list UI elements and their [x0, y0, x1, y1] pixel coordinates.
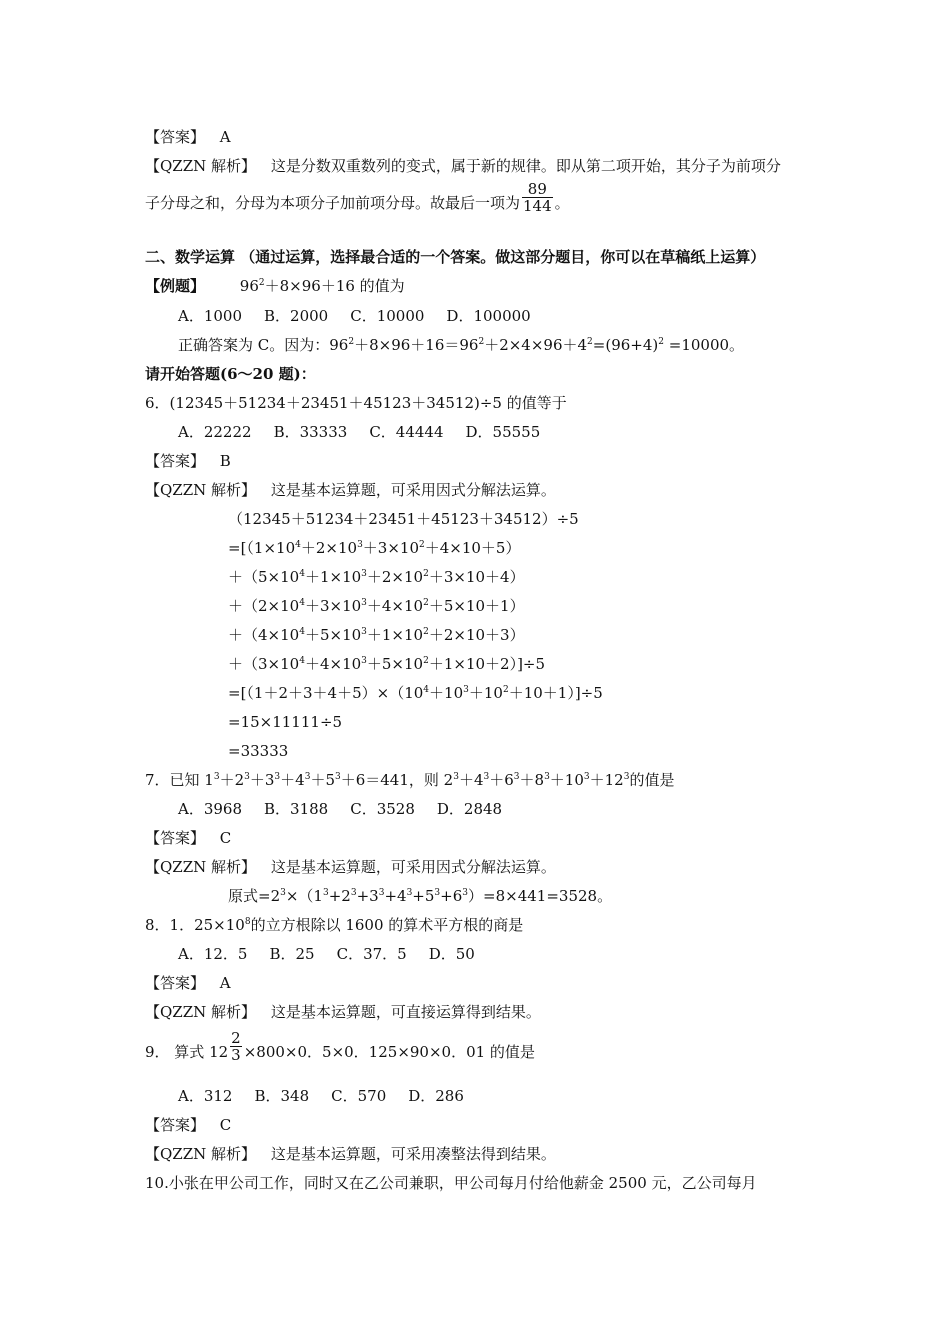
option-a: A．22222	[178, 423, 252, 441]
explanation-text: 这是基本运算题，可直接运算得到结果。	[270, 1003, 541, 1021]
explanation-text: 这是基本运算题，可采用因式分解法运算。	[270, 858, 556, 876]
answer-label: 【答案】	[145, 128, 206, 146]
answer-label: 【答案】	[145, 974, 206, 992]
example-label: 【例题】	[145, 277, 206, 295]
option-a: A．12．5	[178, 945, 248, 963]
q7-options	[178, 799, 524, 819]
explanation-label: 【QZZN 解析】	[145, 157, 257, 175]
fraction	[522, 181, 553, 214]
answer-value: A	[219, 974, 231, 992]
example-line	[145, 276, 405, 296]
fraction-numerator: 89	[522, 181, 553, 198]
answer-value: C	[219, 829, 232, 847]
explanation-end: 。	[554, 194, 570, 212]
q7-calc: 原式$=2^3\times(1^3+2^3+3^3+4^3+5^3+6^3)=8\times 441=3528$。	[228, 887, 613, 905]
option-c: C．3528	[350, 800, 415, 818]
explanation-text: 这是基本运算题，可采用因式分解法运算。	[270, 481, 556, 499]
q6-calc-row: $+(3\times 10^4+4\times 10^3+5\times 10^2+1\times 10+2)]\div 5$	[228, 655, 546, 673]
option-b: B．3188	[264, 800, 329, 818]
q6-calc-row: $+(2\times 10^4+3\times 10^3+4\times 10^2+5\times 10+1)$	[228, 597, 525, 615]
answer-label: 【答案】	[145, 452, 206, 470]
answer-line	[145, 127, 231, 147]
fraction-numerator: 2	[231, 1028, 241, 1047]
explanation-label: 【QZZN 解析】	[145, 1145, 257, 1163]
example-options	[178, 306, 553, 326]
option-a: A．3968	[178, 800, 243, 818]
q9-options	[178, 1086, 486, 1106]
q8-explanation	[145, 1002, 541, 1022]
q6-explanation	[145, 480, 556, 500]
option-a: A．1000	[178, 307, 243, 325]
explanation-text: 这是分数双重数列的变式，属于新的规律。即从第二项开始，其分子为前项分	[270, 157, 781, 175]
fraction-denominator: 3	[231, 1045, 241, 1064]
example-answer: 正确答案为 C。因为：$96^2+8\times 96+16=96^2+2\times 4\times 96+4^2=(96+4)^2 =10000$。	[178, 336, 745, 354]
section-title: 二、数学运算 （通过运算，选择最合适的一个答案。做这部分题目，你可以在草稿纸上运算）	[145, 248, 766, 266]
option-c: C．37．5	[336, 945, 407, 963]
option-c: C．570	[331, 1087, 387, 1105]
explanation-line	[145, 156, 781, 176]
option-c: C．10000	[350, 307, 425, 325]
option-b: B．2000	[264, 307, 329, 325]
option-b: B．25	[269, 945, 315, 963]
q8-options	[178, 944, 497, 964]
explanation-label: 【QZZN 解析】	[145, 1003, 257, 1021]
q6-result-line: =33333	[228, 742, 289, 760]
q6-mult-line: =15×11111÷5	[228, 713, 343, 731]
fraction	[230, 1030, 242, 1063]
answer-value: C	[219, 1116, 232, 1134]
q6-answer	[145, 451, 231, 471]
answer-value: B	[219, 452, 231, 470]
q6-calc-0: （12345＋51234＋23451＋45123＋34512）÷5	[228, 510, 579, 528]
q6-calc-row: $+(5\times 10^4+1\times 10^3+2\times 10^2+3\times 10+4)$	[228, 568, 525, 586]
explanation-label: 【QZZN 解析】	[145, 858, 257, 876]
answer-label: 【答案】	[145, 1116, 206, 1134]
option-d: D．50	[428, 945, 475, 963]
explanation-label: 【QZZN 解析】	[145, 481, 257, 499]
option-c: C．44444	[369, 423, 444, 441]
q9-stem: 9． 算式 12 $\frac{2}{3}$ ×800×0．5×0．125×90×0．01 的值是	[145, 1028, 535, 1064]
option-d: D．100000	[446, 307, 531, 325]
q9-answer	[145, 1115, 231, 1135]
explanation-text-2: 子分母之和，分母为本项分子加前项分母。故最后一项为	[145, 194, 521, 212]
option-b: B．33333	[273, 423, 348, 441]
answer-value: A	[219, 128, 231, 146]
option-d: D．286	[408, 1087, 464, 1105]
q6-stem: 6．(12345＋51234＋23451＋45123＋34512)÷5 的值等于	[145, 394, 567, 412]
q8-stem: 8．1．$25\times 10^8$的立方根除以 1600 的算术平方根的商是	[145, 916, 524, 934]
q9-explanation	[145, 1144, 556, 1164]
option-d: D．55555	[465, 423, 541, 441]
example-question: $96^2+8\times 96+16$ 的值为	[239, 277, 405, 295]
answer-label: 【答案】	[145, 829, 206, 847]
q7-explanation	[145, 857, 556, 877]
explanation-continued	[145, 179, 570, 215]
explanation-text: 这是基本运算题，可采用凑整法得到结果。	[270, 1145, 556, 1163]
option-b: B．348	[254, 1087, 310, 1105]
fraction-denominator: 144	[523, 196, 552, 215]
q10-stem: 10.小张在甲公司工作，同时又在乙公司兼职，甲公司每月付给他薪金 2500 元，乙公司每月	[145, 1174, 757, 1192]
q7-answer	[145, 828, 231, 848]
q6-options	[178, 422, 562, 442]
option-d: D．2848	[436, 800, 503, 818]
option-a: A．312	[178, 1087, 233, 1105]
q6-calc-row: $+(4\times 10^4+5\times 10^3+1\times 10^2+2\times 10+3)$	[228, 626, 525, 644]
q7-stem: 7．已知 $1^3+2^3+3^3+4^3+5^3+6=441$，则 $2^3+4^3+6^3+8^3+10^3+12^3$的值是	[145, 771, 675, 789]
q8-answer	[145, 973, 231, 993]
q6-calc-row: $=[(1\times 10^4+2\times 10^3+3\times 10^2+4\times 10+5)$	[228, 539, 521, 557]
start-instruction: 请开始答题(6～20 题)：	[145, 365, 316, 383]
q6-sum-line: $=[(1+2+3+4+5)\times(10^4+10^3+10^2+10+1)]\div 5$	[228, 684, 603, 702]
